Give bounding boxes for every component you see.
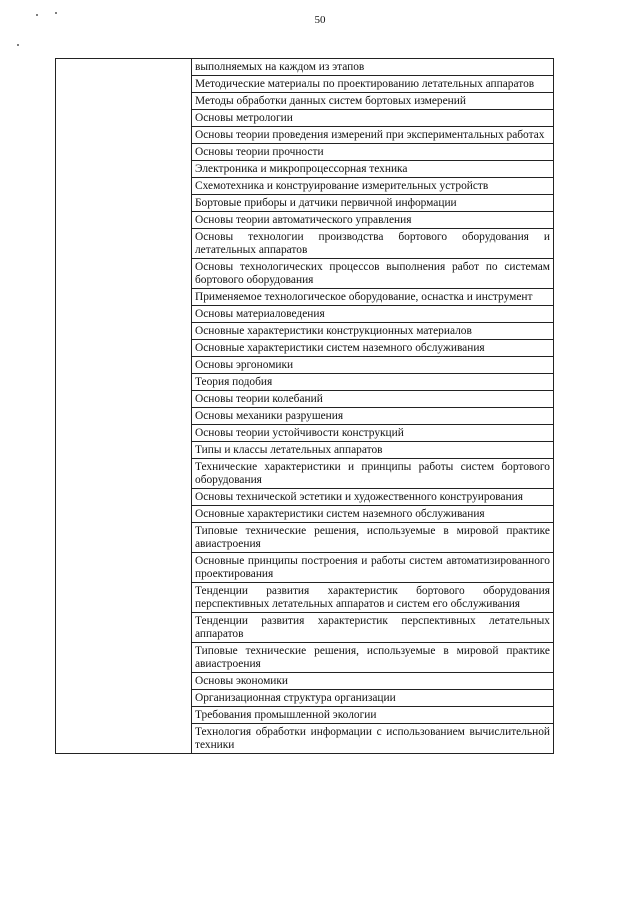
table-cell: Основы теории прочности — [192, 144, 554, 161]
table-cell: Основные характеристики систем наземного обслуживания — [192, 506, 554, 523]
table-cell: Основы теории проведения измерений при экспериментальных работах — [192, 127, 554, 144]
table-cell: Основы теории устойчивости конструкций — [192, 425, 554, 442]
table-cell: Основные принципы построения и работы систем автоматизированного проектирования — [192, 553, 554, 583]
table-row — [56, 59, 554, 76]
table-cell: Бортовые приборы и датчики первичной информации — [192, 195, 554, 212]
table-cell: Основы метрологии — [192, 110, 554, 127]
table-cell: Основные характеристики конструкционных материалов — [192, 323, 554, 340]
table-cell: Организационная структура организации — [192, 690, 554, 707]
table-cell: выполняемых на каждом из этапов — [192, 59, 554, 76]
table-cell: Основы теории колебаний — [192, 391, 554, 408]
requirements-table — [55, 58, 554, 754]
table-cell: Основы технологии производства бортового оборудования и летательных аппаратов — [192, 229, 554, 259]
table-cell: Применяемое технологическое оборудование, оснастка и инструмент — [192, 289, 554, 306]
table-cell: Технические характеристики и принципы работы систем бортового оборудования — [192, 459, 554, 489]
table-cell: Технология обработки информации с использованием вычислительной техники — [192, 724, 554, 754]
table-cell: Электроника и микропроцессорная техника — [192, 161, 554, 178]
table-cell: Типовые технические решения, используемые в мировой практике авиастроения — [192, 643, 554, 673]
table-cell: Основы механики разрушения — [192, 408, 554, 425]
table-cell: Основы эргономики — [192, 357, 554, 374]
table-cell: Методы обработки данных систем бортовых измерений — [192, 93, 554, 110]
table-cell: Основы материаловедения — [192, 306, 554, 323]
table-cell: Методические материалы по проектированию летательных аппаратов — [192, 76, 554, 93]
table-cell: Типовые технические решения, используемые в мировой практике авиастроения — [192, 523, 554, 553]
table-cell: Схемотехника и конструирование измерительных устройств — [192, 178, 554, 195]
table-cell: Основы теории автоматического управления — [192, 212, 554, 229]
table-cell: Теория подобия — [192, 374, 554, 391]
table-cell: Основные характеристики систем наземного обслуживания — [192, 340, 554, 357]
table-cell: Типы и классы летательных аппаратов — [192, 442, 554, 459]
table-cell: Основы экономики — [192, 673, 554, 690]
table-cell: Основы технической эстетики и художественного конструирования — [192, 489, 554, 506]
page-number: 50 — [314, 14, 326, 26]
table-cell: Тенденции развития характеристик перспективных летательных аппаратов — [192, 613, 554, 643]
table-cell: Основы технологических процессов выполнения работ по системам бортового оборудования — [192, 259, 554, 289]
scan-speck — [17, 44, 19, 46]
table-cell: Требования промышленной экологии — [192, 707, 554, 724]
empty-left-column — [56, 59, 192, 754]
table-cell: Тенденции развития характеристик бортового оборудования перспективных летательных аппаратов и систем его обслуживания — [192, 583, 554, 613]
